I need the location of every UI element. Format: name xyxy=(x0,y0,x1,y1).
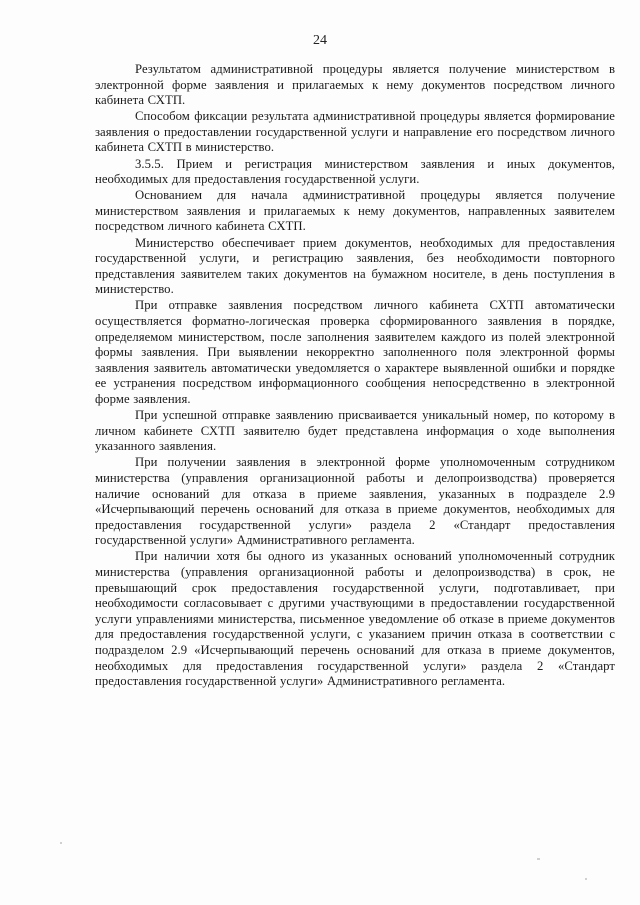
paragraph-format-check: При отправке заявления посредством личного кабинета СХТП автоматически осуществляется форматно-логическая проверка сформированного заявления в порядке, определяемом министерством, после заполнения заявителем каждого из полей электронной формы заявления. При выявлении некорректно заполненного поля электронной формы заявления заявитель автоматически уведомляется о характере выявленной ошибки и порядке ее устранения посредством информационного сообщения непосредственно в электронной форме заявления. xyxy=(95,298,615,406)
paragraph-fixation-method: Способом фиксации результата административной процедуры является формирование заявления о предоставлении государственной услуги и направление его посредством личного кабинета СХТП в министерство. xyxy=(95,109,615,155)
paragraph-unique-number: При успешной отправке заявлению присваивается уникальный номер, по которому в личном кабинете СХТП заявителю будет представлена информация о ходе выполнения указанного заявления. xyxy=(95,408,615,454)
paragraph-refusal-notice: При наличии хотя бы одного из указанных оснований уполномоченный сотрудник министерства (управления организационной работы и делопроизводства) в срок, не превышающий срок предоставления государственной услуги, подготавливает, при необходимости согласовывает с другими участвующими в предоставлении государственной услуги управлениями министерства, письменное уведомление об отказе в приеме документов для предоставления государственной услуги, с указанием причин отказа в соответствии с подразделом 2.9 «Исчерпывающий перечень оснований для отказа в приеме документов, необходимых для предоставления государственной услуги» раздела 2 «Стандарт предоставления государственной услуги» Административного регламента. xyxy=(95,549,615,689)
paragraph-grounds-check: При получении заявления в электронной форме уполномоченным сотрудником министерства (управления организационной работы и делопроизводства) проверяется наличие оснований для отказа в приеме заявления, указанных в подразделе 2.9 «Исчерпывающий перечень оснований для отказа в приеме документов, необходимых для предоставления государственной услуги» раздела 2 «Стандарт предоставления государственной услуги» Административного регламента. xyxy=(95,455,615,548)
page-number: 24 xyxy=(313,33,327,48)
paragraph-result: Результатом административной процедуры является получение министерством в электронной форме заявления и прилагаемых к нему документов посредством личного кабинета СХТП. xyxy=(95,62,615,108)
scan-speck xyxy=(60,842,62,844)
scan-speck xyxy=(585,878,587,880)
document-body xyxy=(95,62,615,690)
scan-speck xyxy=(537,858,540,860)
paragraph-basis: Основанием для начала административной процедуры является получение министерством заявления и прилагаемых к нему документов, направленных заявителем посредством личного кабинета СХТП. xyxy=(95,188,615,234)
paragraph-ministry-acceptance: Министерство обеспечивает прием документов, необходимых для предоставления государственной услуги, и регистрацию заявления, без необходимости повторного представления заявителем таких документов на бумажном носителе, в день поступления в министерство. xyxy=(95,235,615,297)
paragraph-section-3-5-5: 3.5.5. Прием и регистрация министерством заявления и иных документов, необходимых для предоставления государственной услуги. xyxy=(95,156,615,187)
